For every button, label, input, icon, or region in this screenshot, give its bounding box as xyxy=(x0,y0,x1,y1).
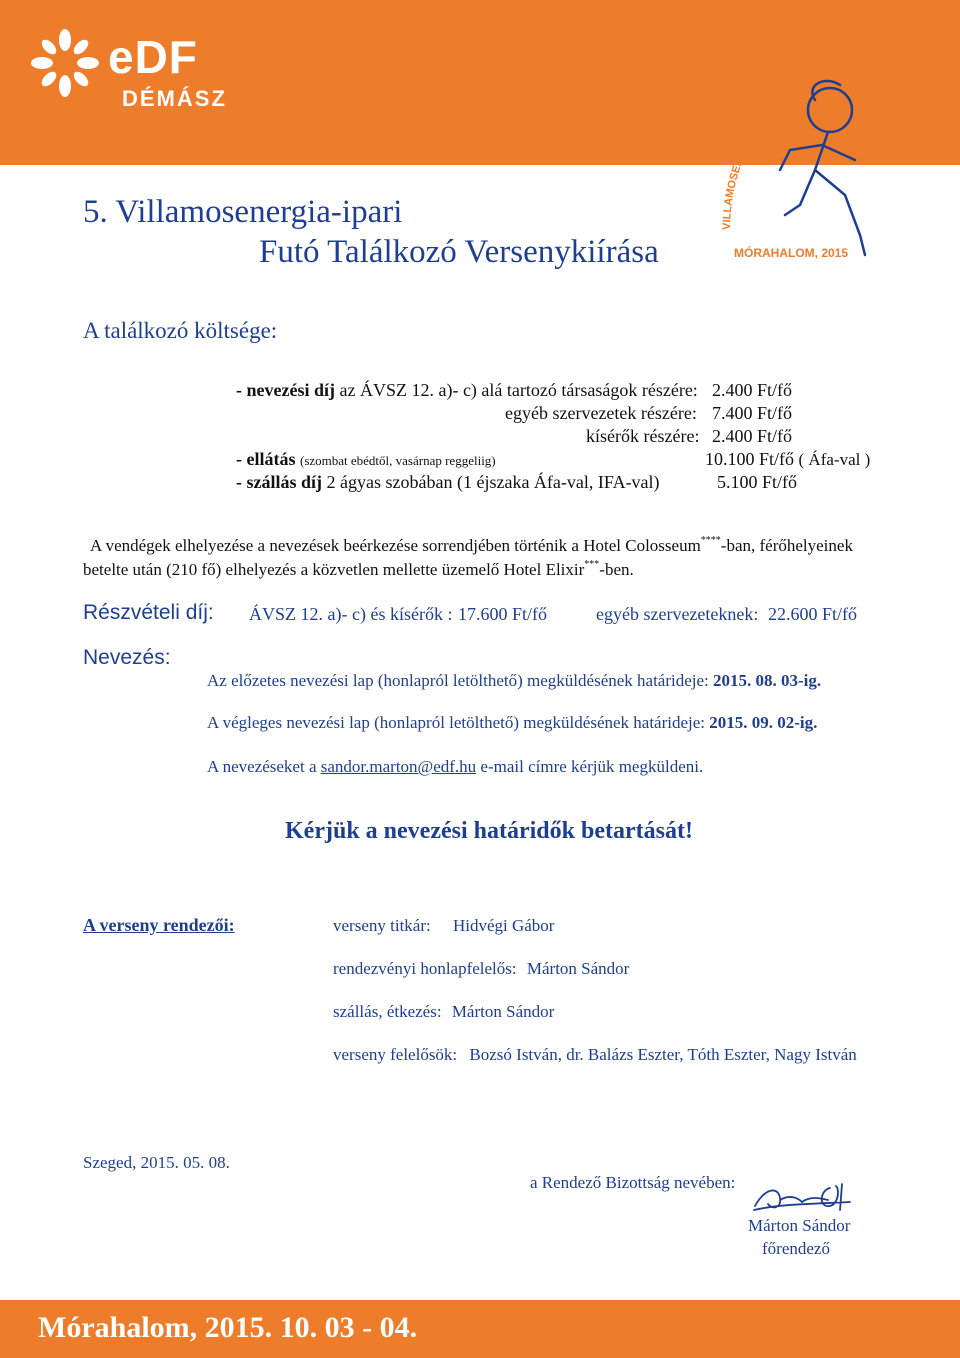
hotel-text-1: A vendégek elhelyezése a nevezések beérkezése sorrendjében történik a Hotel Colosseum xyxy=(90,536,701,555)
participation-avsz-price: 17.600 Ft/fő xyxy=(458,604,548,624)
costs-heading: A találkozó költsége: xyxy=(83,318,278,343)
handwritten-signature xyxy=(750,1180,860,1216)
registration-label: Nevezés: xyxy=(83,646,171,669)
secretary-row xyxy=(333,916,554,936)
hotel-text-3: betelte után (210 fő) elhelyezés a közvetlen mellette üzemelő Hotel Elixir xyxy=(83,560,585,579)
hotel-stars-1: **** xyxy=(700,535,721,546)
hotel-line2 xyxy=(83,559,634,580)
email-post: e-mail címre kérjük megküldeni. xyxy=(480,757,704,776)
event-place-text: MÓRAHALOM, 2015 xyxy=(734,246,849,260)
email-pre: A nevezéseket a xyxy=(207,757,317,776)
final-date: 2015. 09. 02-ig. xyxy=(709,713,818,732)
hotel-text-2: -ban, férőhelyeinek xyxy=(720,536,853,555)
other-org-label: egyéb szervezetek részére: xyxy=(505,403,697,423)
demasz-logo-text: DÉMÁSZ xyxy=(122,86,227,111)
entry-fee-desc: az ÁVSZ 12. a)- c) alá tartozó társaságok részére: xyxy=(339,380,698,400)
email-row xyxy=(207,757,703,777)
title-line1: 5. Villamosenergia-ipari xyxy=(83,194,403,230)
responsible-role: verseny felelősök: xyxy=(333,1045,458,1064)
companion-label: kísérők részére: xyxy=(586,426,700,446)
entry-fee-price: 2.400 Ft/fő xyxy=(712,380,793,400)
web-name: Márton Sándor xyxy=(526,959,630,978)
meal-price-row xyxy=(705,449,870,470)
place-date: Szeged, 2015. 05. 08. xyxy=(83,1153,230,1172)
deadline-reminder: Kérjük a nevezési határidők betartását! xyxy=(285,818,693,844)
hotel-line1 xyxy=(90,535,853,556)
other-org-price: 7.400 Ft/fő xyxy=(712,403,793,423)
hotel-text-4: -ben. xyxy=(599,560,634,579)
responsible-row xyxy=(333,1045,857,1065)
responsible-names: Bozsó István, dr. Balázs Eszter, Tóth Eszter, Nagy István xyxy=(469,1045,857,1064)
svg-text:VILLAMOSENERGIA-IPARI FUTÓTALÁ xyxy=(710,40,834,230)
lodging-price: 5.100 Ft/fő xyxy=(717,472,798,492)
runner-drawing xyxy=(710,40,870,280)
participation-other: egyéb szervezeteknek: xyxy=(596,604,759,624)
meal-price: 10.100 Ft/fő xyxy=(705,449,795,469)
meal-label: - ellátás xyxy=(236,449,296,469)
participation-label: Részvételi díj: xyxy=(83,601,214,624)
entry-fee-label: - nevezési díj xyxy=(236,380,335,400)
web-row xyxy=(333,959,629,979)
event-arc-text: VILLAMOSENERGIA-IPARI FUTÓTALÁ xyxy=(720,66,834,231)
lodging-role: szállás, étkezés: xyxy=(333,1002,442,1021)
participation-avsz: ÁVSZ 12. a)- c) és kísérők : xyxy=(249,604,453,624)
final-text: A végleges nevezési lap (honlapról letölthető) megküldésének határideje: xyxy=(207,713,706,732)
secretary-name: Hidvégi Gábor xyxy=(452,916,555,935)
lodging-row xyxy=(236,472,660,493)
event-logo xyxy=(710,40,870,280)
title-line2: Futó Találkozó Versenykiírása xyxy=(259,234,659,270)
signer-name: Márton Sándor xyxy=(748,1216,851,1235)
signer-role: főrendező xyxy=(762,1239,830,1258)
lodging-org-row xyxy=(333,1002,554,1022)
prelim-date: 2015. 08. 03-ig. xyxy=(713,671,822,690)
final-deadline-row xyxy=(207,713,817,733)
organizers-label: A verseny rendezői: xyxy=(83,915,235,935)
companion-price: 2.400 Ft/fő xyxy=(712,426,793,446)
meal-row xyxy=(236,449,496,470)
edf-logo-text: eDF xyxy=(108,31,198,83)
prelim-deadline-row xyxy=(207,671,821,691)
lodging-name: Márton Sándor xyxy=(451,1002,555,1021)
lodging-desc: 2 ágyas szobában (1 éjszaka Áfa-val, IFA-val) xyxy=(326,472,660,492)
meal-note: (szombat ebédtől, vasárnap reggeliig) xyxy=(299,453,496,468)
edf-flower-icon xyxy=(30,28,100,98)
footer-location-date: Mórahalom, 2015. 10. 03 - 04. xyxy=(38,1311,418,1344)
entry-fee-row xyxy=(236,380,698,401)
prelim-text: Az előzetes nevezési lap (honlapról letölthető) megküldésének határideje: xyxy=(207,671,709,690)
secretary-role: verseny titkár: xyxy=(333,916,431,935)
web-role: rendezvényi honlapfelelős: xyxy=(333,959,517,978)
on-behalf: a Rendező Bizottság nevében: xyxy=(530,1173,736,1192)
email-link[interactable]: sandor.marton@edf.hu xyxy=(320,757,477,776)
participation-other-price: 22.600 Ft/fő xyxy=(768,604,858,624)
hotel-stars-2: *** xyxy=(584,559,600,570)
meal-vat: ( Áfa-val ) xyxy=(798,450,871,469)
lodging-label: - szállás díj xyxy=(236,472,323,492)
